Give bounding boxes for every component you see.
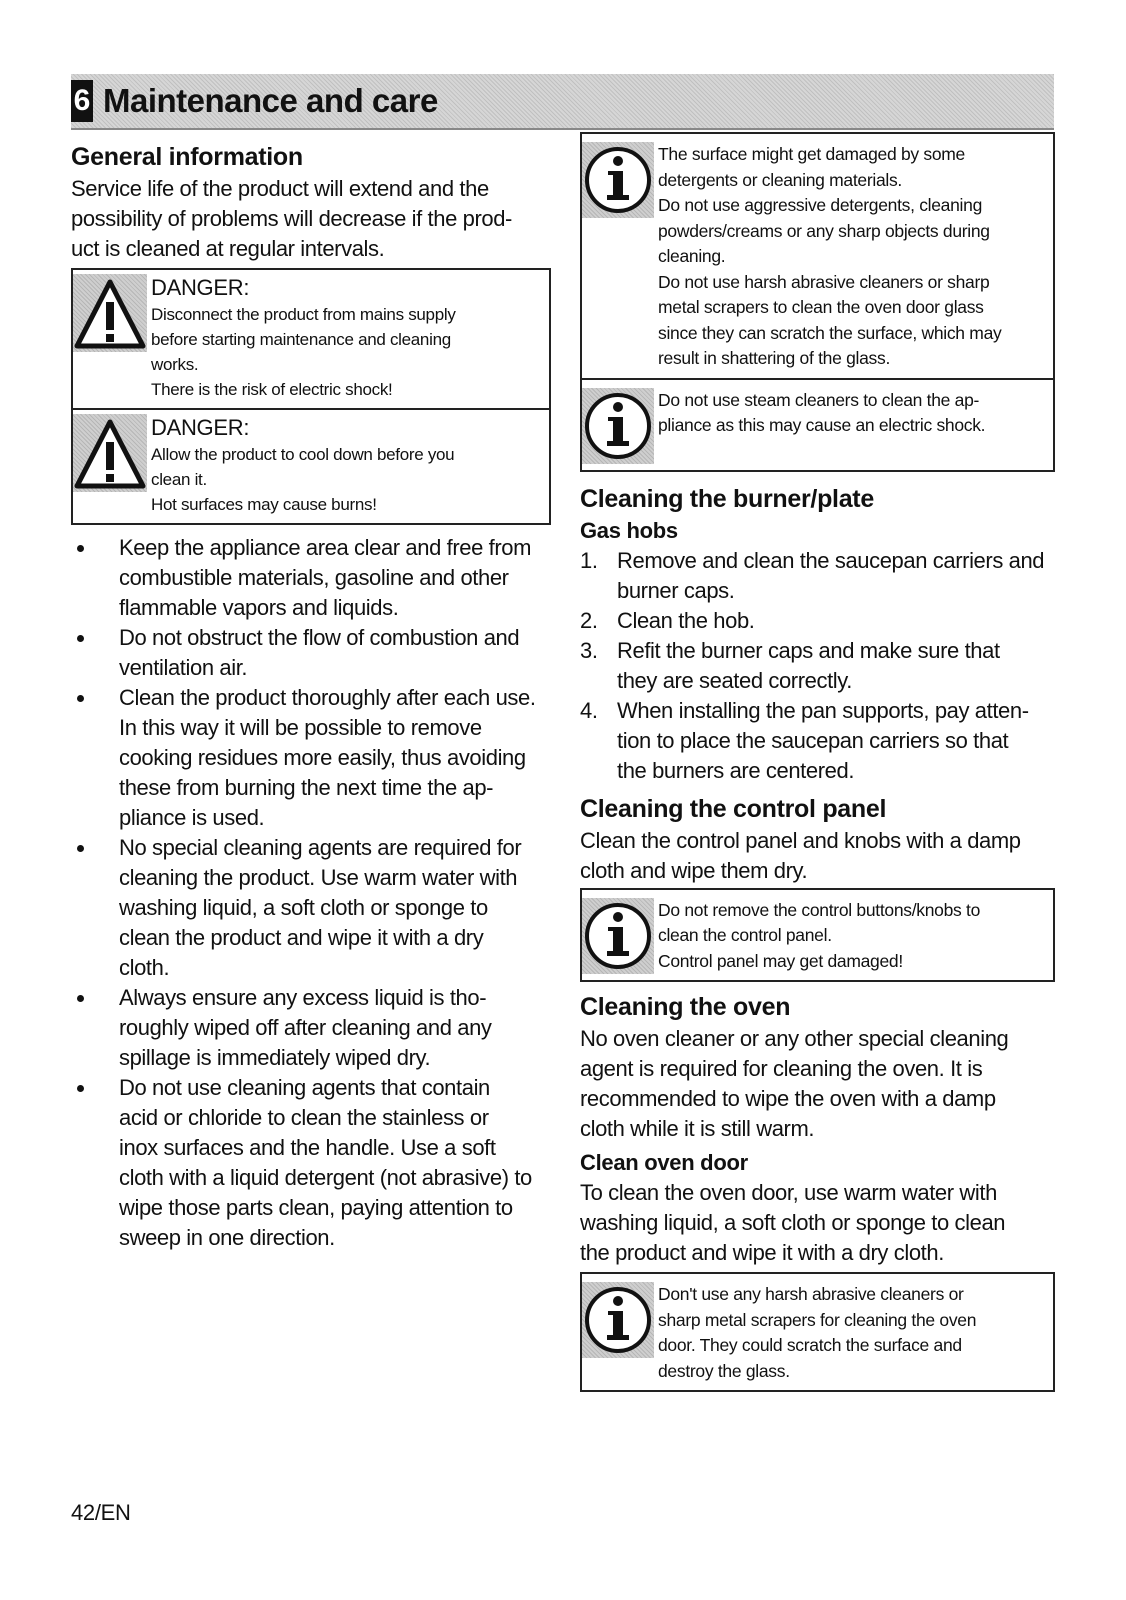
step-line: burner caps. [617,577,735,603]
list-item [71,533,551,623]
info-item [582,1274,1053,1390]
bullet-line: ventilation air. [119,655,248,680]
bullet-icon [77,695,84,702]
warning-triangle-icon [73,274,147,352]
oven-heading: Cleaning the oven [580,993,791,1021]
list-item [71,833,551,983]
bullet-line: inox surfaces and the handle. Use a soft [119,1135,496,1160]
danger-line: clean it. [151,470,207,489]
danger-item [73,270,549,408]
body-line: the product and wipe it with a dry cloth. [580,1240,944,1265]
info-item [582,134,1053,378]
bullet-icon [77,545,84,552]
info-icon [582,898,654,974]
step-number: 1. [580,547,598,573]
info-icon [582,388,654,464]
bullet-line: acid or chloride to clean the stainless or [119,1105,489,1130]
list-item [580,696,1055,786]
info-line: The surface might get damaged by some [658,144,965,164]
oven-door-text [580,1178,1055,1268]
oven-text [580,1024,1055,1144]
chapter-header [71,74,1054,130]
burner-steps [580,546,1055,786]
info-line: since they can scratch the surface, which may [658,322,1002,343]
page-number: 42/EN [71,1500,131,1525]
info-line: Do not use aggressive detergents, cleaning [658,195,983,215]
list-item [71,683,551,833]
info-line: powders/creams or any sharp objects during [658,220,990,241]
bullet-line: No special cleaning agents are required for [119,835,522,860]
bullet-line: In this way it will be possible to remove [119,715,482,740]
left-column [71,140,551,1253]
bullet-line: these from burning the next time the ap- [119,775,494,800]
body-line: agent is required for cleaning the oven. It is [580,1056,983,1081]
body-line: cloth while it is still warm. [580,1116,815,1141]
body-line: No oven cleaner or any other special cleaning [580,1026,1009,1051]
warning-triangle-icon [73,414,147,492]
general-information-heading: General information [71,143,303,171]
bullet-line: wipe those parts clean, paying attention to [119,1195,513,1220]
right-column [580,132,1055,1392]
bullet-icon [77,995,84,1002]
bullet-line: Do not obstruct the flow of combustion and [119,625,520,650]
info-box [580,1272,1055,1392]
step-line: the burners are centered. [617,757,855,783]
danger-box [71,268,551,525]
info-line: Do not use steam cleaners to clean the ap- [658,389,980,410]
danger-line: works. [151,355,199,374]
bullet-line: pliance is used. [119,805,265,830]
step-number: 4. [580,697,598,723]
control-panel-text [580,826,1055,886]
bullet-line: flammable vapors and liquids. [119,595,399,620]
body-line: cloth and wipe them dry. [580,857,808,883]
intro-line: Service life of the product will extend and the [71,176,489,201]
info-line: Do not use harsh abrasive cleaners or sharp [658,271,990,292]
chapter-number: 6 [71,80,93,122]
info-line: cleaning. [658,246,726,266]
gas-hobs-heading: Gas hobs [580,517,678,543]
burner-heading: Cleaning the burner/plate [580,484,874,513]
bullet-line: cleaning the product. Use warm water with [119,865,518,890]
danger-line: There is the risk of electric shock! [151,380,393,399]
bullet-icon [77,1085,84,1092]
bullet-line: sweep in one direction. [119,1225,335,1250]
step-line: When installing the pan supports, pay atten- [617,697,1029,723]
danger-line: before starting maintenance and cleaning [151,330,451,349]
info-line: destroy the glass. [658,1360,790,1381]
step-line: Clean the hob. [617,607,755,633]
info-icon [582,1282,654,1358]
info-box [580,888,1055,983]
info-item [582,378,1053,470]
info-line: door. They could scratch the surface and [658,1335,962,1355]
body-line: Clean the control panel and knobs with a damp [580,827,1021,853]
danger-title: DANGER: [151,415,250,440]
general-intro [71,174,551,264]
step-number: 2. [580,607,598,633]
bullet-line: cooking residues more easily, thus avoiding [119,745,526,770]
info-line: Do not remove the control buttons/knobs to [658,899,981,920]
list-item [580,606,1055,636]
step-line: Refit the burner caps and make sure that [617,637,1000,663]
bullet-line: cloth with a liquid detergent (not abrasive) to [119,1165,532,1190]
info-item [582,890,1053,981]
bullet-line: Keep the appliance area clear and free from [119,535,532,560]
bullet-line: Always ensure any excess liquid is tho- [119,985,487,1010]
clean-oven-door-heading: Clean oven door [580,1150,748,1175]
bullet-icon [77,845,84,852]
step-line: they are seated correctly. [617,667,852,693]
bullet-line: Do not use cleaning agents that contain [119,1075,490,1100]
info-line: sharp metal scrapers for cleaning the oven [658,1309,977,1330]
info-line: clean the control panel. [658,925,832,945]
info-line: Don't use any harsh abrasive cleaners or [658,1284,964,1304]
bullet-line: Clean the product thoroughly after each use. [119,685,536,710]
info-line: Control panel may get damaged! [658,950,903,971]
bullet-line: cloth. [119,955,170,980]
info-line: pliance as this may cause an electric shock. [658,415,986,435]
danger-line: Disconnect the product from mains supply [151,305,456,324]
info-box [580,132,1055,472]
bullet-line: roughly wiped off after cleaning and any [119,1015,492,1040]
bullet-line: clean the product and wipe it with a dry [119,925,484,950]
list-item [71,1073,551,1253]
chapter-title: Maintenance and care [103,82,438,119]
bullet-line: washing liquid, a soft cloth or sponge to [119,895,488,920]
list-item [71,983,551,1073]
step-line: tion to place the saucepan carriers so that [617,727,1009,753]
bullet-line: spillage is immediately wiped dry. [119,1045,431,1070]
intro-line: possibility of problems will decrease if the prod- [71,206,512,231]
list-item [580,636,1055,696]
step-number: 3. [580,637,598,663]
info-line: metal scrapers to clean the oven door glass [658,297,984,317]
info-icon [582,142,654,218]
danger-item [73,408,549,523]
danger-line: Hot surfaces may cause burns! [151,495,377,514]
body-line: To clean the oven door, use warm water with [580,1180,997,1205]
control-panel-heading: Cleaning the control panel [580,794,887,823]
body-line: recommended to wipe the oven with a damp [580,1086,996,1111]
list-item [580,546,1055,606]
list-item [71,623,551,683]
intro-line: uct is cleaned at regular intervals. [71,236,385,261]
body-line: washing liquid, a soft cloth or sponge to clean [580,1210,1006,1235]
step-line: Remove and clean the saucepan carriers and [617,547,1045,573]
bullet-icon [77,635,84,642]
info-line: detergents or cleaning materials. [658,169,902,190]
danger-line: Allow the product to cool down before you [151,445,455,464]
info-line: result in shattering of the glass. [658,348,891,368]
danger-title: DANGER: [151,275,250,300]
cleaning-bullet-list [71,533,551,1253]
bullet-line: combustible materials, gasoline and other [119,565,509,590]
